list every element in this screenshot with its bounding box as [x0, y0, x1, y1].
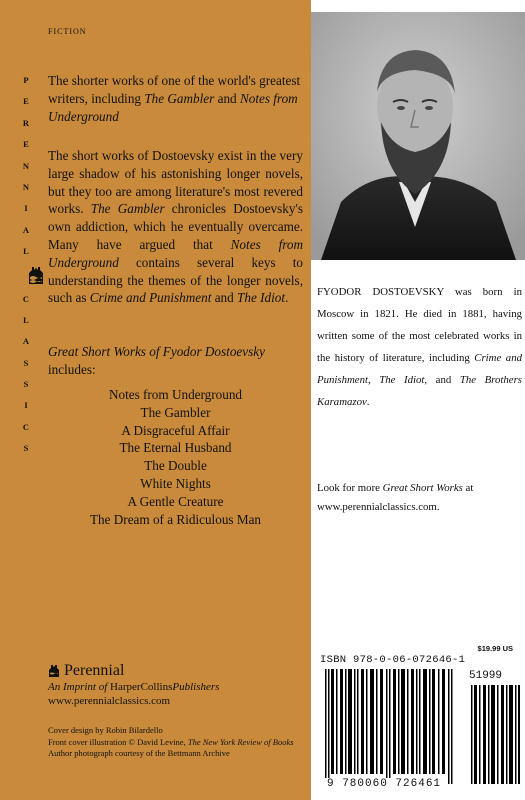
description-text: chronicles Dostoevsky's own addiction, which he eventually overcame. Many have argued that: [48, 201, 303, 252]
series-vertical-text: [16, 70, 36, 460]
description-text: The short works of Dostoevsky exist in the very large shadow of his astonishing longer novels, but they too are among literature's most revered works.: [48, 148, 303, 217]
bio-title: The Brothers Karamazov: [317, 374, 522, 408]
work-title: The Dream of a Ridiculous Man: [89, 511, 262, 527]
barcode-number: 9 780060 726461: [327, 778, 442, 790]
tagline-title: The Gambler: [144, 91, 215, 106]
illustration-source: The New York Review of Books: [187, 736, 294, 747]
bio-title: Crime and Punishment: [317, 352, 522, 386]
barcode-bars: [319, 669, 459, 784]
series-letter: E: [23, 96, 29, 107]
bio-title: The Idiot: [379, 374, 425, 386]
genre-label: FICTION: [48, 27, 87, 36]
series-letter: S: [23, 379, 29, 390]
tagline: [48, 72, 303, 126]
author-photo: [311, 12, 525, 260]
publisher-suffix: Publishers: [172, 681, 220, 693]
description-title: Crime and Punishment: [89, 290, 212, 306]
publisher-name: HarperCollins: [110, 681, 173, 693]
brand-name: Perennial: [64, 662, 125, 679]
series-letter: P: [23, 75, 29, 85]
description-title: Notes from Underground: [48, 236, 303, 270]
series-letter: L: [23, 314, 29, 325]
imprint-line: [48, 680, 303, 694]
bio-text: .: [366, 396, 370, 408]
bio-text: , and: [424, 374, 460, 386]
description-title: The Gambler: [90, 201, 165, 217]
work-title: White Nights: [140, 475, 211, 491]
more-works-note: [317, 479, 522, 517]
description-text: contains several keys to understanding the themes of the longer novels, such as: [48, 254, 303, 306]
bio-text: was born in Moscow in 1821. He died in 1881, having written some of the most celebrated works in the history of literature, including: [317, 286, 522, 364]
series-letter: E: [23, 139, 29, 150]
author-name: FYODOR DOSTOEVSKY: [317, 286, 444, 298]
photo-credit: Author photograph courtesy of the Bettmann Archive: [48, 748, 230, 758]
imprint-url: www.perennialclassics.com: [48, 695, 171, 707]
more-text: Look for more: [317, 482, 383, 494]
description-text: .: [285, 290, 289, 306]
publisher-imprint: [48, 662, 303, 708]
series-letter: A: [22, 336, 30, 347]
series-letter: S: [23, 443, 29, 454]
work-title: The Eternal Husband: [119, 440, 232, 456]
harpercollins-logo-icon: [28, 265, 44, 285]
series-letter: L: [23, 246, 29, 257]
works-list: [48, 386, 303, 528]
description-text: and: [211, 290, 238, 306]
illustration-credit: [48, 737, 303, 749]
more-text: at: [462, 482, 474, 494]
work-title: Notes from Underground: [108, 387, 243, 402]
series-letter: C: [22, 421, 30, 432]
tagline-text: The shorter works of one of the world's greatest writers, including: [48, 73, 301, 106]
work-title: The Gambler: [140, 404, 211, 420]
perennial-brand: [48, 662, 303, 680]
isbn-label: ISBN 978-0-06-072646-1: [320, 654, 466, 666]
work-title: The Double: [144, 458, 207, 474]
more-url: www.perennialclassics.com.: [317, 501, 440, 513]
more-series: Great Short Works: [382, 482, 463, 494]
includes-heading: [48, 343, 303, 378]
series-letter: R: [22, 117, 30, 128]
description: [48, 147, 303, 307]
series-letter: I: [24, 400, 28, 411]
cover-credits: [48, 725, 303, 760]
right-panel: [311, 0, 525, 800]
series-letter: A: [22, 224, 30, 235]
price-label: $19.99 US: [477, 644, 513, 653]
work-title: A Disgraceful Affair: [121, 422, 230, 438]
addon-barcode-bars: [469, 669, 521, 784]
barcode-area: [317, 644, 521, 794]
description-title: The Idiot: [237, 290, 286, 306]
series-letter: N: [22, 160, 30, 171]
series-letter: N: [22, 181, 30, 192]
perennial-logo-icon: [48, 664, 60, 678]
collection-title: Great Short Works of Fyodor Dostoevsky: [48, 344, 265, 359]
includes-suffix: includes:: [48, 361, 96, 377]
author-bio: [317, 281, 522, 413]
bio-text: ,: [367, 374, 380, 386]
tagline-text: and: [214, 91, 240, 106]
series-letter: S: [23, 357, 29, 368]
series-letter: I: [24, 203, 28, 214]
work-title: A Gentle Creature: [127, 493, 224, 509]
design-credit: Cover design by Robin Bilardello: [48, 725, 163, 735]
imprint-pre: An Imprint of: [48, 681, 111, 693]
illustration-credit-text: Front cover illustration © David Levine,: [48, 736, 188, 747]
series-letter: C: [22, 293, 30, 304]
addon-number: 51999: [469, 670, 503, 682]
tagline-title: Notes from Underground: [48, 91, 298, 124]
